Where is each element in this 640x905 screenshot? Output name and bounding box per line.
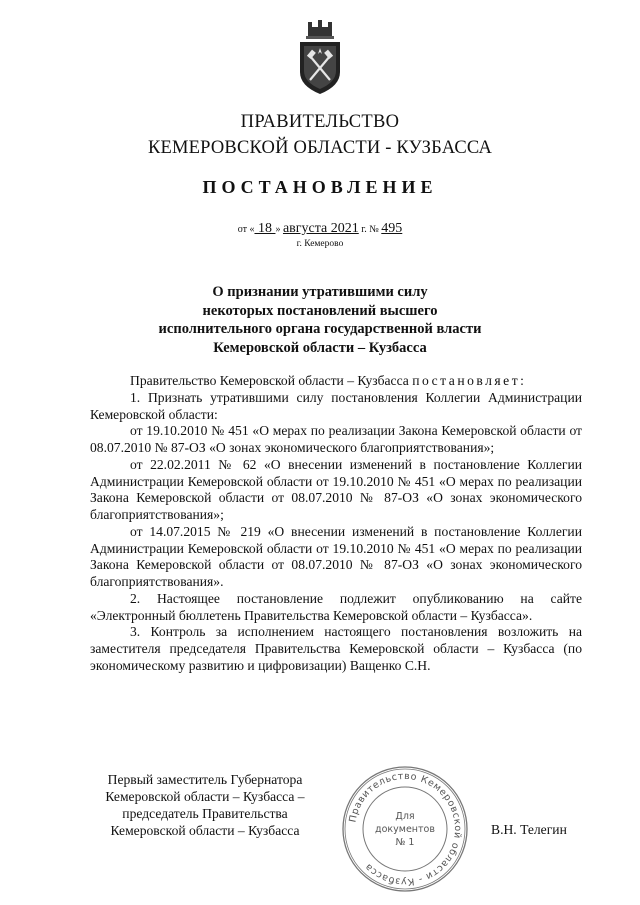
document-type: ПОСТАНОВЛЕНИЕ	[202, 177, 438, 197]
title-line: некоторых постановлений высшего	[202, 302, 438, 319]
signature-line: Первый заместитель Губернатора	[107, 772, 303, 787]
paragraph-3: 3. Контроль за исполнением настоящего постановления возложить на заместителя председателя Правительства Кемеровской области – Кузбасса (по экономическому развитию и цифровизации) Ващенко С.Н.	[90, 624, 582, 673]
paragraph-1-item-2: от 22.02.2011 № 62 «О внесении изменений в постановление Коллегии Администрации Кемеровской области от 19.10.2010 № 451 «О мерах по реализации Закона Кемеровской области от 08.07.2010 № 87-ОЗ «О зонах экономического благоприятствования»;	[90, 456, 582, 522]
stamp-center-line: Для	[395, 811, 415, 822]
paragraph-1-item-1: от 19.10.2010 № 451 «О мерах по реализации Закона Кемеровской области от 08.07.2010 № 87-ОЗ «О зонах экономического благоприятствования»;	[90, 423, 582, 455]
date-year-suffix: г. №	[358, 224, 382, 235]
paragraph-2: 2. Настоящее постановление подлежит опубликованию на сайте «Электронный бюллетень Правительства Кемеровской области – Кузбасса».	[90, 590, 582, 623]
city: г. Кемерово	[296, 239, 344, 249]
stamp-ring-text: Правительство Кемеровской области - Кузбасса	[347, 770, 464, 888]
stamp-center-line: № 1	[395, 837, 415, 848]
date-number-line	[0, 221, 640, 237]
title-line: Кемеровской области – Кузбасса	[213, 339, 427, 356]
signatory-name: В.Н. Телегин	[491, 822, 567, 837]
org-name-line2: КЕМЕРОВСКОЙ ОБЛАСТИ - КУЗБАССА	[147, 138, 493, 158]
title-line: О признании утратившими силу	[212, 284, 428, 300]
org-name-line1: ПРАВИТЕЛЬСТВО	[240, 112, 400, 132]
signature-line: Кемеровской области – Кузбасса	[110, 823, 300, 838]
intro-resolves: постановляет:	[412, 373, 527, 388]
coat-of-arms-icon	[296, 18, 344, 96]
paragraph-1-item-3: от 14.07.2015 № 219 «О внесении изменений в постановление Коллегии Администрации Кемеровской области от 19.10.2010 № 451 «О мерах по реализации Закона Кемеровской области от 08.07.2010 № 87-ОЗ «О зонах экономического благоприятствования».	[90, 523, 582, 589]
signature-position	[80, 771, 330, 839]
paragraph-1: 1. Признать утратившими силу постановления Коллегии Администрации Кемеровской области:	[90, 389, 582, 422]
document-body	[90, 373, 582, 675]
intro-paragraph	[90, 373, 582, 390]
signature-line: председатель Правительства	[122, 806, 288, 821]
date-mid: »	[275, 224, 283, 235]
title-line: исполнительного органа государственной власти	[158, 321, 482, 338]
date-month-year: августа 2021	[282, 221, 359, 236]
intro-text: Правительство Кемеровской области – Кузбасса	[130, 373, 413, 388]
signature-line: Кемеровской области – Кузбасса –	[105, 789, 305, 804]
date-prefix: от «	[237, 224, 255, 235]
document-title	[0, 283, 640, 357]
date-day: 18	[254, 221, 276, 236]
round-stamp	[340, 764, 470, 894]
stamp-center-line: документов	[375, 824, 435, 835]
document-number: 495	[381, 221, 403, 236]
